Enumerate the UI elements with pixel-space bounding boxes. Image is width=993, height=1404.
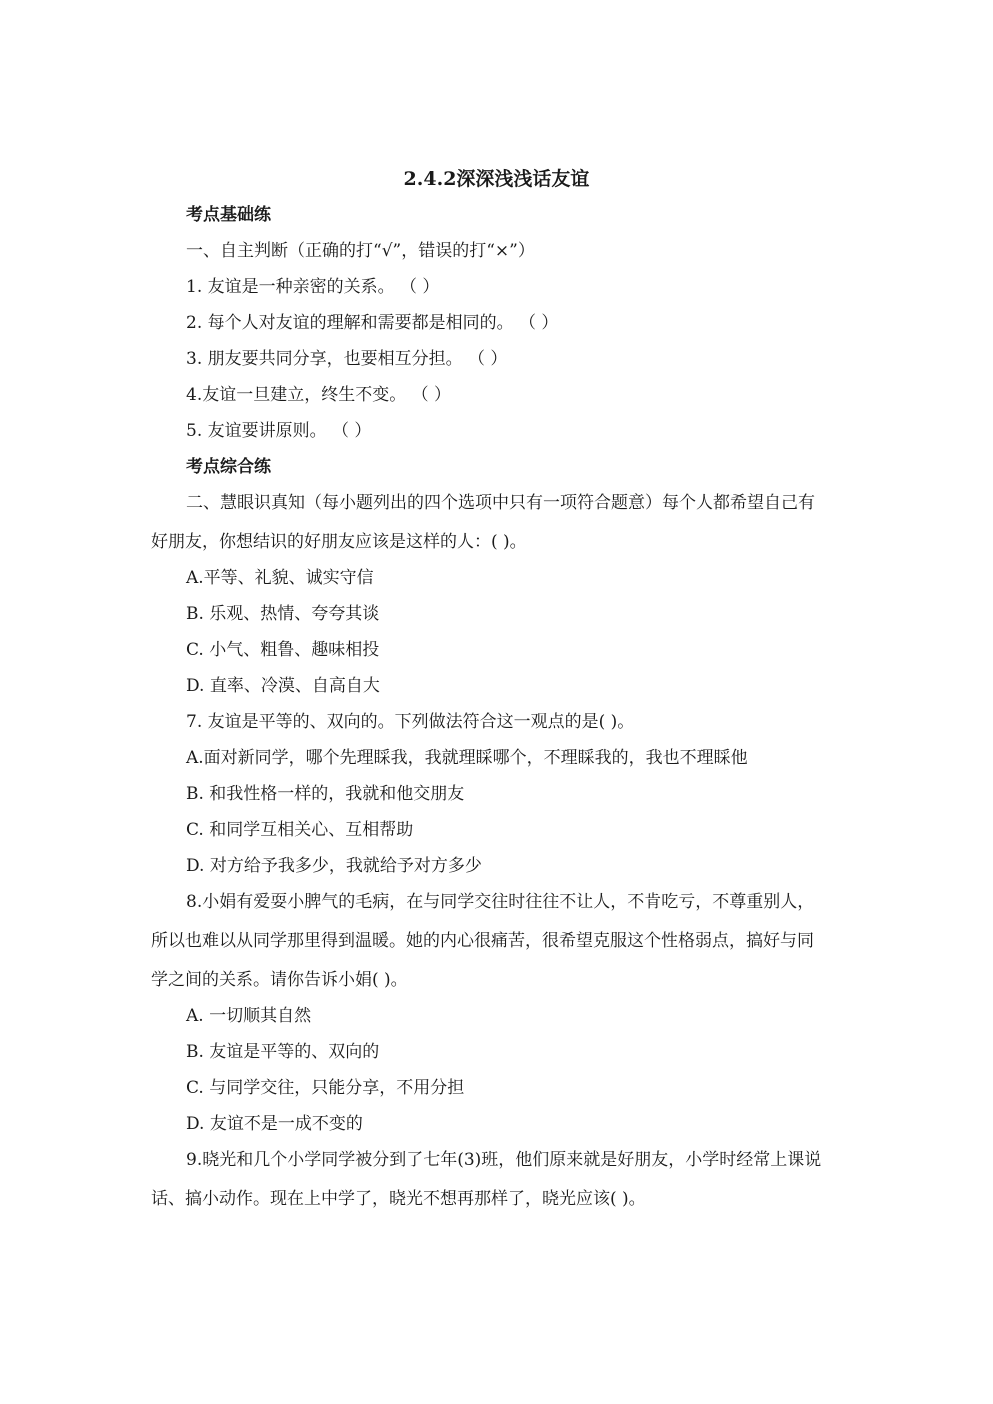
judgement-item-4: 4.友谊一旦建立，终生不变。 （ ） [186, 385, 452, 405]
q8-option-d: D. 友谊不是一成不变的 [186, 1114, 363, 1134]
question-8-line-3: 学之间的关系。请你告诉小娟( )。 [151, 970, 408, 990]
question-6-line-1: 二、慧眼识真知（每小题列出的四个选项中只有一项符合题意）每个人都希望自己有 [186, 493, 815, 513]
question-9-line-1: 9.晓光和几个小学同学被分到了七年(3)班，他们原来就是好朋友，小学时经常上课说 [186, 1150, 822, 1170]
q7-option-d: D. 对方给予我多少，我就给予对方多少 [186, 856, 482, 876]
q6-option-a: A.平等、礼貌、诚实守信 [186, 568, 374, 588]
judgement-item-3: 3. 朋友要共同分享，也要相互分担。 （ ） [186, 349, 508, 369]
judgement-item-2: 2. 每个人对友谊的理解和需要都是相同的。 （ ） [186, 313, 559, 333]
q7-option-b: B. 和我性格一样的，我就和他交朋友 [186, 784, 465, 804]
q8-option-b: B. 友谊是平等的、双向的 [186, 1042, 380, 1062]
question-7-stem: 7. 友谊是平等的、双向的。下列做法符合这一观点的是( )。 [186, 712, 635, 732]
question-9-line-2: 话、搞小动作。现在上中学了，晓光不想再那样了，晓光应该( )。 [151, 1189, 646, 1209]
question-8-line-1: 8.小娟有爱耍小脾气的毛病，在与同学交往时往往不让人，不肯吃亏，不尊重别人， [186, 892, 815, 912]
section-heading-basic: 考点基础练 [186, 205, 271, 225]
page-title: 2.4.2深深浅浅话友谊 [403, 168, 590, 190]
q8-option-c: C. 与同学交往，只能分享，不用分担 [186, 1078, 465, 1098]
q6-option-d: D. 直率、冷漠、自高自大 [186, 676, 380, 696]
judgement-item-5: 5. 友谊要讲原则。 （ ） [186, 421, 372, 441]
instruction-judgement: 一、自主判断（正确的打“√”，错误的打“×”） [186, 241, 535, 261]
q7-option-c: C. 和同学互相关心、互相帮助 [186, 820, 414, 840]
q8-option-a: A. 一切顺其自然 [186, 1006, 312, 1026]
judgement-item-1: 1. 友谊是一种亲密的关系。 （ ） [186, 277, 440, 297]
section-heading-comprehensive: 考点综合练 [186, 457, 271, 477]
q6-option-b: B. 乐观、热情、夸夸其谈 [186, 604, 380, 624]
q7-option-a: A.面对新同学，哪个先理睬我，我就理睬哪个，不理睬我的，我也不理睬他 [186, 748, 748, 768]
question-8-line-2: 所以也难以从同学那里得到温暖。她的内心很痛苦，很希望克服这个性格弱点，搞好与同 [151, 931, 814, 951]
q6-option-c: C. 小气、粗鲁、趣味相投 [186, 640, 380, 660]
question-6-line-2: 好朋友，你想结识的好朋友应该是这样的人：( )。 [151, 532, 527, 552]
